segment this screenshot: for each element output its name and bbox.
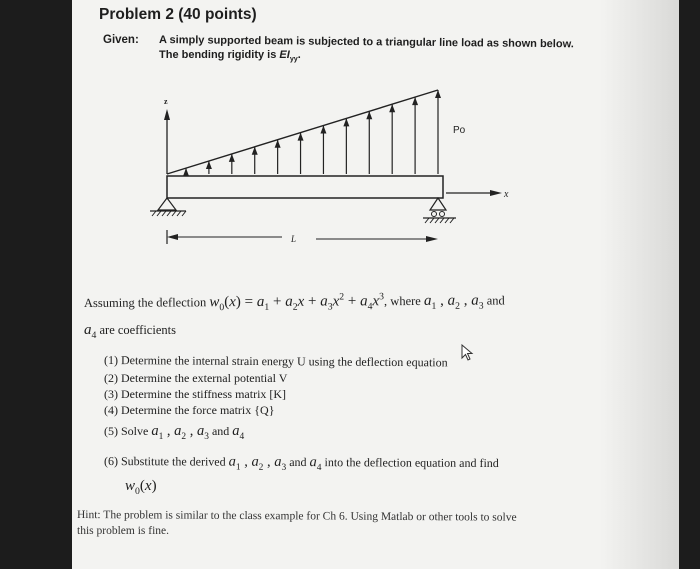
task-3: (3) Determine the stiffness matrix [K] <box>104 387 287 401</box>
given-line-1: A simply supported beam is subjected to a triangular line load as shown below. <box>158 34 574 51</box>
x-axis-arrowhead <box>490 190 502 196</box>
deflection-assumption: Assuming the deflection $w_0(x) = a_1 + a_2x + a_3x^2 + a_4x^3$, where $a_1$ , $a_2$ , $a_3$ and <box>83 291 505 314</box>
triangular-load <box>183 90 441 176</box>
task-1: (1) Determine the internal strain energy U using the deflection equation <box>103 353 448 370</box>
z-axis-arrowhead <box>164 109 170 120</box>
beam <box>167 176 443 198</box>
task-6: (6) Substitute the derived $a_1$ , $a_2$ , $a_3$ and $a_4$ into the deflection equation and find <box>103 453 499 474</box>
right-roller-support <box>423 198 456 223</box>
problem-title: Problem 2 (40 points) <box>99 6 257 23</box>
load-label: Po <box>453 125 466 136</box>
given-line-2: The bending rigidity is $EI_{yy}$. <box>159 49 301 64</box>
z-axis-label: z <box>164 97 168 106</box>
coefficients-line: $a_4$ are coefficients <box>84 322 176 341</box>
x-axis-label: x <box>504 189 509 200</box>
left-pin-support <box>150 198 186 216</box>
mouse-cursor-icon <box>461 344 475 362</box>
task-5: (5) Solve $a_1$ , $a_2$ , $a_3$ and $a_4$ <box>104 423 245 442</box>
given-label: Given: <box>103 34 139 46</box>
length-dimension <box>167 230 438 244</box>
task-4: (4) Determine the force matrix {Q} <box>104 403 275 417</box>
hint-line-2: this problem is fine. <box>77 525 169 537</box>
length-label: L <box>291 234 297 244</box>
task-2: (2) Determine the external potential V <box>104 371 288 385</box>
load-slope-line <box>167 90 438 174</box>
find-deflection: $w_0(x)$ <box>125 478 157 497</box>
hint-line-1: Hint: The problem is similar to the class example for Ch 6. Using Matlab or other tools to solve <box>76 509 517 524</box>
